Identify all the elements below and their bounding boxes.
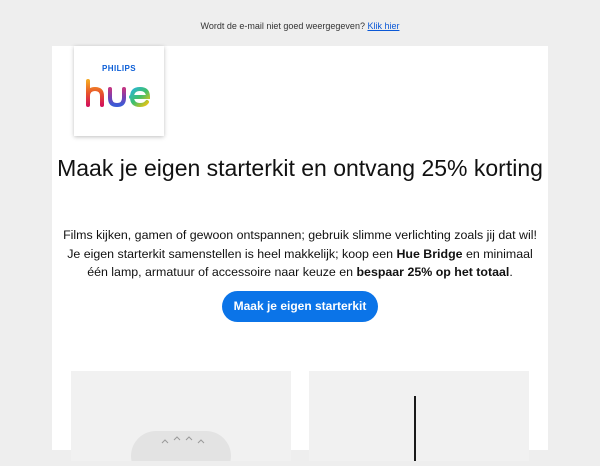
philips-hue-logo[interactable] xyxy=(74,46,164,136)
email-card xyxy=(52,46,548,450)
view-in-browser-link[interactable]: Klik hier xyxy=(367,21,400,31)
discount-emphasis: bespaar 25% op het totaal xyxy=(356,265,510,279)
preheader-text: Wordt de e-mail niet goed weergegeven? xyxy=(200,21,368,31)
body-line-1: Films kijken, gamen of gewoon ontspannen; gebruik slimme verlichting zoals jij dat wil! xyxy=(63,228,537,242)
preheader xyxy=(0,0,600,46)
hue-bridge-emphasis: Hue Bridge xyxy=(396,246,463,261)
philips-wordmark: PHILIPS xyxy=(102,64,136,73)
hue-logo-icon xyxy=(84,79,154,109)
body-line-2-c: . xyxy=(509,265,513,279)
body-line-2-a: Je eigen starterkit samenstellen is heel makkelijk; koop een xyxy=(67,246,397,261)
floor-lamp-product-card[interactable] xyxy=(309,371,529,461)
hue-bridge-product-card[interactable] xyxy=(71,371,291,461)
floor-lamp-image xyxy=(309,371,529,461)
body-text xyxy=(62,226,538,282)
hue-bridge-image xyxy=(71,371,291,461)
create-starter-kit-button[interactable]: Maak je eigen starterkit xyxy=(222,291,378,322)
body-line-2-b: en minimaal één lamp, armatuur of accessoire naar keuze en xyxy=(87,246,533,279)
headline: Maak je eigen starterkit en ontvang 25% korting xyxy=(57,155,543,181)
